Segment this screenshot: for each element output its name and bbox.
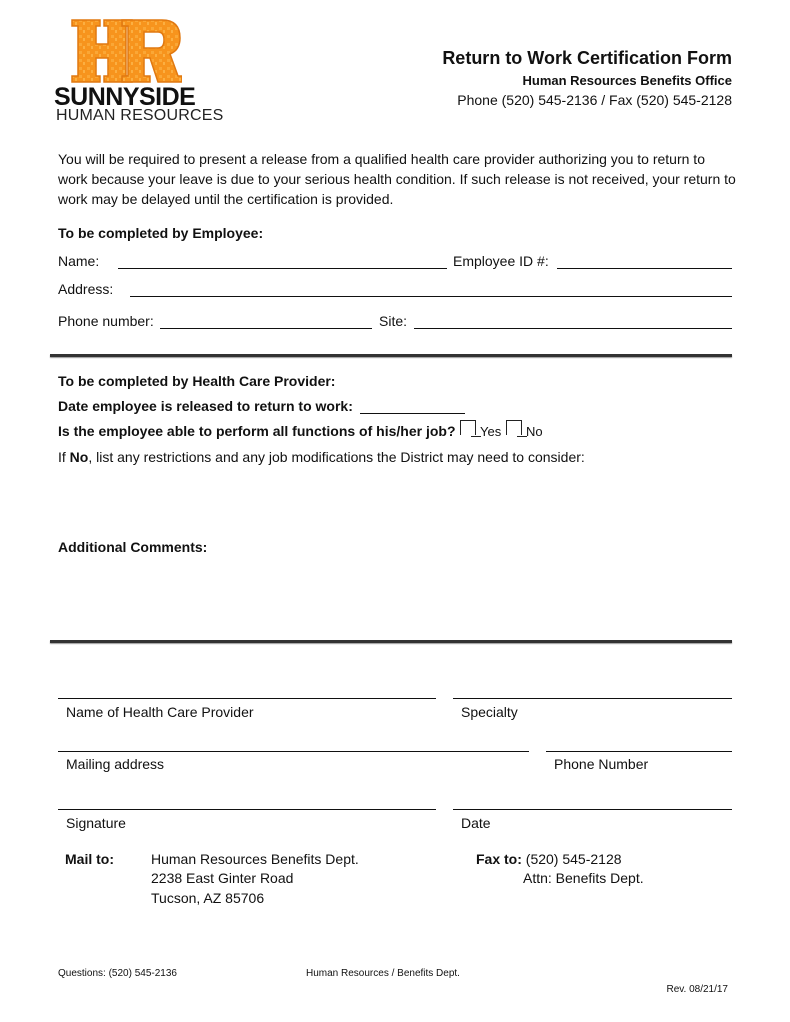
restrictions-prompt xyxy=(58,449,585,465)
restrictions-rest: , list any restrictions and any job modifications the District may need to consider: xyxy=(88,449,585,465)
site-label: Site: xyxy=(379,313,408,329)
release-date-field[interactable] xyxy=(360,413,465,414)
form-title: Return to Work Certification Form xyxy=(442,48,732,68)
provider-section-heading: To be completed by Health Care Provider: xyxy=(58,373,336,389)
restrictions-prefix: If xyxy=(58,449,70,465)
phone-number-provider-label: Phone Number xyxy=(554,756,649,772)
date-field[interactable] xyxy=(453,809,732,810)
specialty-field[interactable] xyxy=(453,698,732,699)
employee-section-heading: To be completed by Employee: xyxy=(58,225,264,241)
office-name: Human Resources Benefits Office xyxy=(522,73,732,88)
employee-id-field[interactable] xyxy=(557,268,732,269)
signature-label: Signature xyxy=(66,815,126,831)
name-field[interactable] xyxy=(118,268,447,269)
signature-field[interactable] xyxy=(58,809,436,810)
footer-department: Human Resources / Benefits Dept. xyxy=(306,968,460,979)
specialty-label: Specialty xyxy=(461,704,518,720)
no-checkbox[interactable] xyxy=(506,420,522,435)
phone-number-field[interactable] xyxy=(160,328,372,329)
restrictions-no: No xyxy=(69,449,89,465)
additional-comments-label: Additional Comments: xyxy=(58,539,208,555)
intro-paragraph: You will be required to present a release from a qualified health care provider authorizing you to return to work because your leave is due to your serious health condition. If such release is not received, your return to work may be delayed until the certification is provided. xyxy=(58,151,736,207)
restrictions-area[interactable] xyxy=(58,470,732,530)
section-divider-2 xyxy=(50,640,732,643)
functions-question: Is the employee able to perform all functions of his/her job? xyxy=(58,423,456,439)
address-field[interactable] xyxy=(130,296,732,297)
mail-to-line-2: 2238 East Ginter Road xyxy=(151,870,294,886)
address-label: Address: xyxy=(58,281,114,297)
footer-questions: Questions: (520) 545-2136 xyxy=(58,968,177,979)
phone-number-provider-field[interactable] xyxy=(546,751,732,752)
office-contact: Phone (520) 545-2136 / Fax (520) 545-2128 xyxy=(457,92,732,108)
name-label: Name: xyxy=(58,253,100,269)
fax-to xyxy=(476,851,622,867)
release-date-label: Date employee is released to return to work: xyxy=(58,398,353,414)
footer-revision: Rev. 08/21/17 xyxy=(666,984,728,995)
hr-logo-monogram xyxy=(70,18,182,84)
mail-to-label: Mail to: xyxy=(65,851,114,867)
mail-to-line-1: Human Resources Benefits Dept. xyxy=(151,851,359,867)
mailing-address-label: Mailing address xyxy=(66,756,165,772)
mailing-address-field[interactable] xyxy=(58,751,529,752)
yes-label: Yes xyxy=(480,424,502,439)
date-label: Date xyxy=(461,815,491,831)
provider-name-label: Name of Health Care Provider xyxy=(66,704,254,720)
mail-to-line-3: Tucson, AZ 85706 xyxy=(151,890,265,906)
site-field[interactable] xyxy=(414,328,732,329)
no-label: No xyxy=(526,424,543,439)
provider-name-field[interactable] xyxy=(58,698,436,699)
logo-name: SUNNYSIDE xyxy=(54,83,196,111)
additional-comments-area[interactable] xyxy=(58,560,732,630)
phone-number-label: Phone number: xyxy=(58,313,154,329)
yes-checkbox[interactable] xyxy=(460,420,476,435)
logo-subtitle: HUMAN RESOURCES xyxy=(56,107,224,124)
fax-to-label: Fax to: xyxy=(476,851,522,867)
fax-attn: Attn: Benefits Dept. xyxy=(523,870,644,886)
employee-id-label: Employee ID #: xyxy=(453,253,549,269)
section-divider xyxy=(50,354,732,357)
fax-to-number: (520) 545-2128 xyxy=(521,851,622,867)
